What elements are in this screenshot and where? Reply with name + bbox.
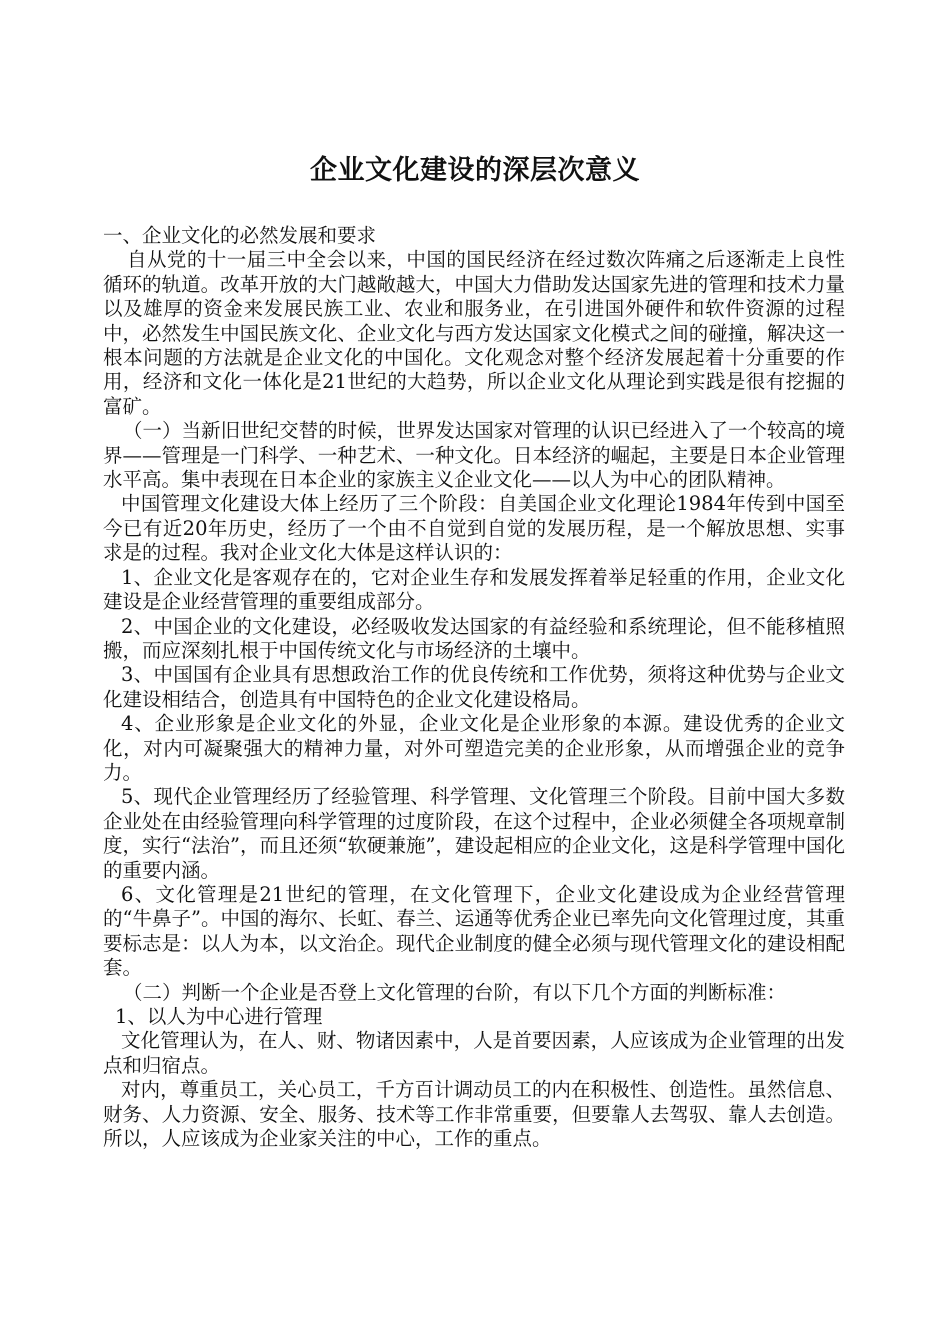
section-heading: 一、企业文化的必然发展和要求 (103, 224, 377, 247)
list-item: 4、企业形象是企业文化的外显，企业文化是企业形象的本源。建设优秀的企业文化，对内可凝聚强大的精神力量，对外可塑造完美的企业形象，从而增强企业的竞争力。 (103, 712, 845, 784)
document-title: 企业文化建设的深层次意义 (310, 155, 640, 186)
paragraph: （一）当新旧世纪交替的时候，世界发达国家对管理的认识已经进入了一个较高的境界——管理是一门科学、一种艺术、一种文化。日本经济的崛起，主要是日本企业管理水平高。集中表现在日本企业的家族主义企业文化——以人为中心的团队精神。 (103, 419, 845, 492)
list-item: 2、中国企业的文化建设，必经吸收发达国家的有益经验和系统理论，但不能移植照搬，而应深刻扎根于中国传统文化与市场经济的土壤中。 (103, 614, 845, 662)
paragraph: 对内，尊重员工，关心员工，千方百计调动员工的内在积极性、创造性。虽然信息、财务、人力资源、安全、服务、技术等工作非常重要，但要靠人去驾驭、靠人去创造。所以，人应该成为企业家关注的中心，工作的重点。 (103, 1078, 845, 1151)
paragraph: （二）判断一个企业是否登上文化管理的台阶，有以下几个方面的判断标准： (123, 980, 787, 1004)
paragraph: 中国管理文化建设大体上经历了三个阶段：自美国企业文化理论1984年传到中国至今已有近20年历史，经历了一个由不自觉到自觉的发展历程，是一个解放思想、实事求是的过程。我对企业文化大体是这样认识的： (103, 492, 845, 565)
sub-heading: 1、以人为中心进行管理 (115, 1005, 323, 1028)
paragraph: 自从党的十一届三中全会以来，中国的国民经济在经过数次阵痛之后逐渐走上良性循环的轨道。改革开放的大门越敞越大，中国大力借助发达国家先进的管理和技术力量以及雄厚的资金来发展民族工业、农业和服务业，在引进国外硬件和软件资源的过程中，必然发生中国民族文化、企业文化与西方发达国家文化模式之间的碰撞，解决这一根本问题的方法就是企业文化的中国化。文化观念对整个经济发展起着十分重要的作用，经济和文化一体化是21世纪的大趋势，所以企业文化从理论到实践是很有挖掘的富矿。 (103, 248, 845, 418)
list-item: 6、文化管理是21世纪的管理，在文化管理下，企业文化建设成为企业经营管理的“牛鼻子”。中国的海尔、长虹、春兰、运通等优秀企业已率先向文化管理过度，其重要标志是：以人为本，以文治企。现代企业制度的健全必须与现代管理文化的建设相配套。 (103, 882, 845, 980)
document-body (103, 224, 845, 1151)
list-item: 1、企业文化是客观存在的，它对企业生存和发展发挥着举足轻重的作用，企业文化建设是企业经营管理的重要组成部分。 (103, 565, 845, 614)
list-item: 5、现代企业管理经历了经验管理、科学管理、文化管理三个阶段。目前中国大多数企业处在由经验管理向科学管理的过度阶段，在这个过程中，企业必须健全各项规章制度，实行“法治”，而且还须“软硬兼施”，建设起相应的企业文化，这是科学管理中国化的重要内涵。 (103, 785, 845, 882)
paragraph: 文化管理认为，在人、财、物诸因素中，人是首要因素，人应该成为企业管理的出发点和归宿点。 (103, 1029, 845, 1077)
list-item: 3、中国国有企业具有思想政治工作的优良传统和工作优势，须将这种优势与企业文化建设相结合，创造具有中国特色的企业文化建设格局。 (103, 663, 845, 711)
